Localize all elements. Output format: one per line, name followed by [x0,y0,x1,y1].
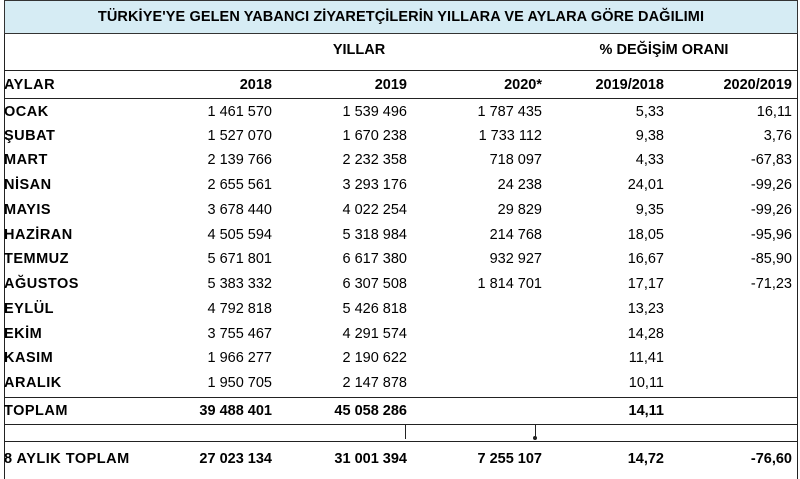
month-label: AĞUSTOS [4,276,79,292]
table-row [4,224,798,246]
value-2019: 1 670 238 [342,128,407,144]
table-row [4,199,798,221]
column-separator [405,425,406,439]
value-2018: 1 461 570 [207,104,272,120]
table-row [4,125,798,147]
column-header-change-2019-2018: 2019/2018 [595,77,664,93]
value-2019: 4 022 254 [342,202,407,218]
eight-month-total-2020: 7 255 107 [477,451,542,467]
change-2020-2019: -85,90 [750,251,792,267]
table-row [4,248,798,270]
value-2018: 1 527 070 [207,128,272,144]
eight-month-total-row [4,448,798,470]
group-header-change: % DEĞİŞİM ORANI [599,42,729,58]
change-2020-2019: -95,96 [750,227,792,243]
value-2018: 2 655 561 [207,177,272,193]
column-header-2020: 2020* [504,77,542,93]
column-header-months: AYLAR [4,77,56,93]
change-2019-2018: 18,05 [627,227,664,243]
value-2018: 4 792 818 [207,301,272,317]
value-2020: 214 768 [489,227,542,243]
table-row [4,174,798,196]
month-label: KASIM [4,350,54,366]
eight-month-total-change-2019-2018: 14,72 [627,451,664,467]
value-2019: 5 318 984 [342,227,407,243]
separator-dot [533,436,537,440]
total-2019: 45 058 286 [334,403,407,419]
table-row [4,149,798,171]
value-2019: 2 190 622 [342,350,407,366]
value-2018: 5 383 332 [207,276,272,292]
value-2018: 1 966 277 [207,350,272,366]
change-2020-2019: -67,83 [750,152,792,168]
month-label: HAZİRAN [4,227,73,243]
value-2018: 2 139 766 [207,152,272,168]
table-row [4,298,798,320]
value-2018: 3 755 467 [207,326,272,342]
table-row [4,273,798,295]
table-row [4,101,798,123]
change-2020-2019: -99,26 [750,202,792,218]
value-2019: 2 232 358 [342,152,407,168]
column-header-row [4,74,798,96]
value-2019: 6 307 508 [342,276,407,292]
total-label: TOPLAM [4,403,68,419]
eight-month-total-label: 8 AYLIK TOPLAM [4,451,130,467]
column-header-change-2020-2019: 2020/2019 [723,77,792,93]
change-2020-2019: 16,11 [756,104,792,120]
change-2019-2018: 17,17 [627,276,664,292]
eight-month-total-change-2020-2019: -76,60 [750,451,792,467]
table-row [4,347,798,369]
month-label: EKİM [4,326,43,342]
group-header-years: YILLAR [332,42,386,58]
total-divider-top [4,397,798,398]
value-2020: 1 787 435 [477,104,542,120]
month-label: MART [4,152,48,168]
change-2019-2018: 14,28 [627,326,664,342]
month-label: MAYIS [4,202,52,218]
value-2020: 1 814 701 [477,276,542,292]
change-2019-2018: 4,33 [635,152,664,168]
eight-month-total-2019: 31 001 394 [334,451,407,467]
value-2020: 932 927 [489,251,542,267]
change-2020-2019: 3,76 [763,128,792,144]
column-header-2019: 2019 [374,77,407,93]
month-label: ARALIK [4,375,62,391]
value-2018: 5 671 801 [207,251,272,267]
column-header-2018: 2018 [239,77,272,93]
change-2019-2018: 9,35 [635,202,664,218]
change-2020-2019: -71,23 [750,276,792,292]
value-2020: 1 733 112 [478,128,542,144]
month-label: NİSAN [4,177,52,193]
change-2019-2018: 9,38 [635,128,664,144]
value-2019: 2 147 878 [342,375,407,391]
column-header-divider [4,98,798,99]
value-2018: 3 678 440 [207,202,272,218]
table-row [4,372,798,394]
change-2019-2018: 11,41 [628,350,664,366]
value-2019: 3 293 176 [342,177,407,193]
eight-month-total-2018: 27 023 134 [199,451,272,467]
change-2020-2019: -99,26 [750,177,792,193]
month-label: ŞUBAT [4,128,56,144]
value-2018: 4 505 594 [207,227,272,243]
total-divider-bottom [4,424,798,425]
month-label: OCAK [4,104,49,120]
eight-month-divider [4,441,798,442]
group-header-row [4,40,798,62]
change-2019-2018: 16,67 [627,251,664,267]
total-2018: 39 488 401 [199,403,272,419]
change-2019-2018: 5,33 [635,104,664,120]
total-row [4,400,798,422]
header-divider [4,70,798,71]
total-change-2019-2018: 14,11 [628,403,664,419]
value-2019: 1 539 496 [342,104,407,120]
table-title: TÜRKİYE'YE GELEN YABANCI ZİYARETÇİLERİN YILLARA VE AYLARA GÖRE DAĞILIMI [4,0,798,34]
month-label: EYLÜL [4,301,55,317]
month-label: TEMMUZ [4,251,70,267]
value-2020: 718 097 [489,152,542,168]
value-2020: 29 829 [497,202,542,218]
value-2019: 6 617 380 [342,251,407,267]
change-2019-2018: 10,11 [628,375,664,391]
value-2019: 5 426 818 [342,301,407,317]
change-2019-2018: 13,23 [627,301,664,317]
change-2019-2018: 24,01 [627,177,664,193]
value-2019: 4 291 574 [342,326,407,342]
value-2020: 24 238 [497,177,542,193]
table-row [4,323,798,345]
value-2018: 1 950 705 [207,375,272,391]
